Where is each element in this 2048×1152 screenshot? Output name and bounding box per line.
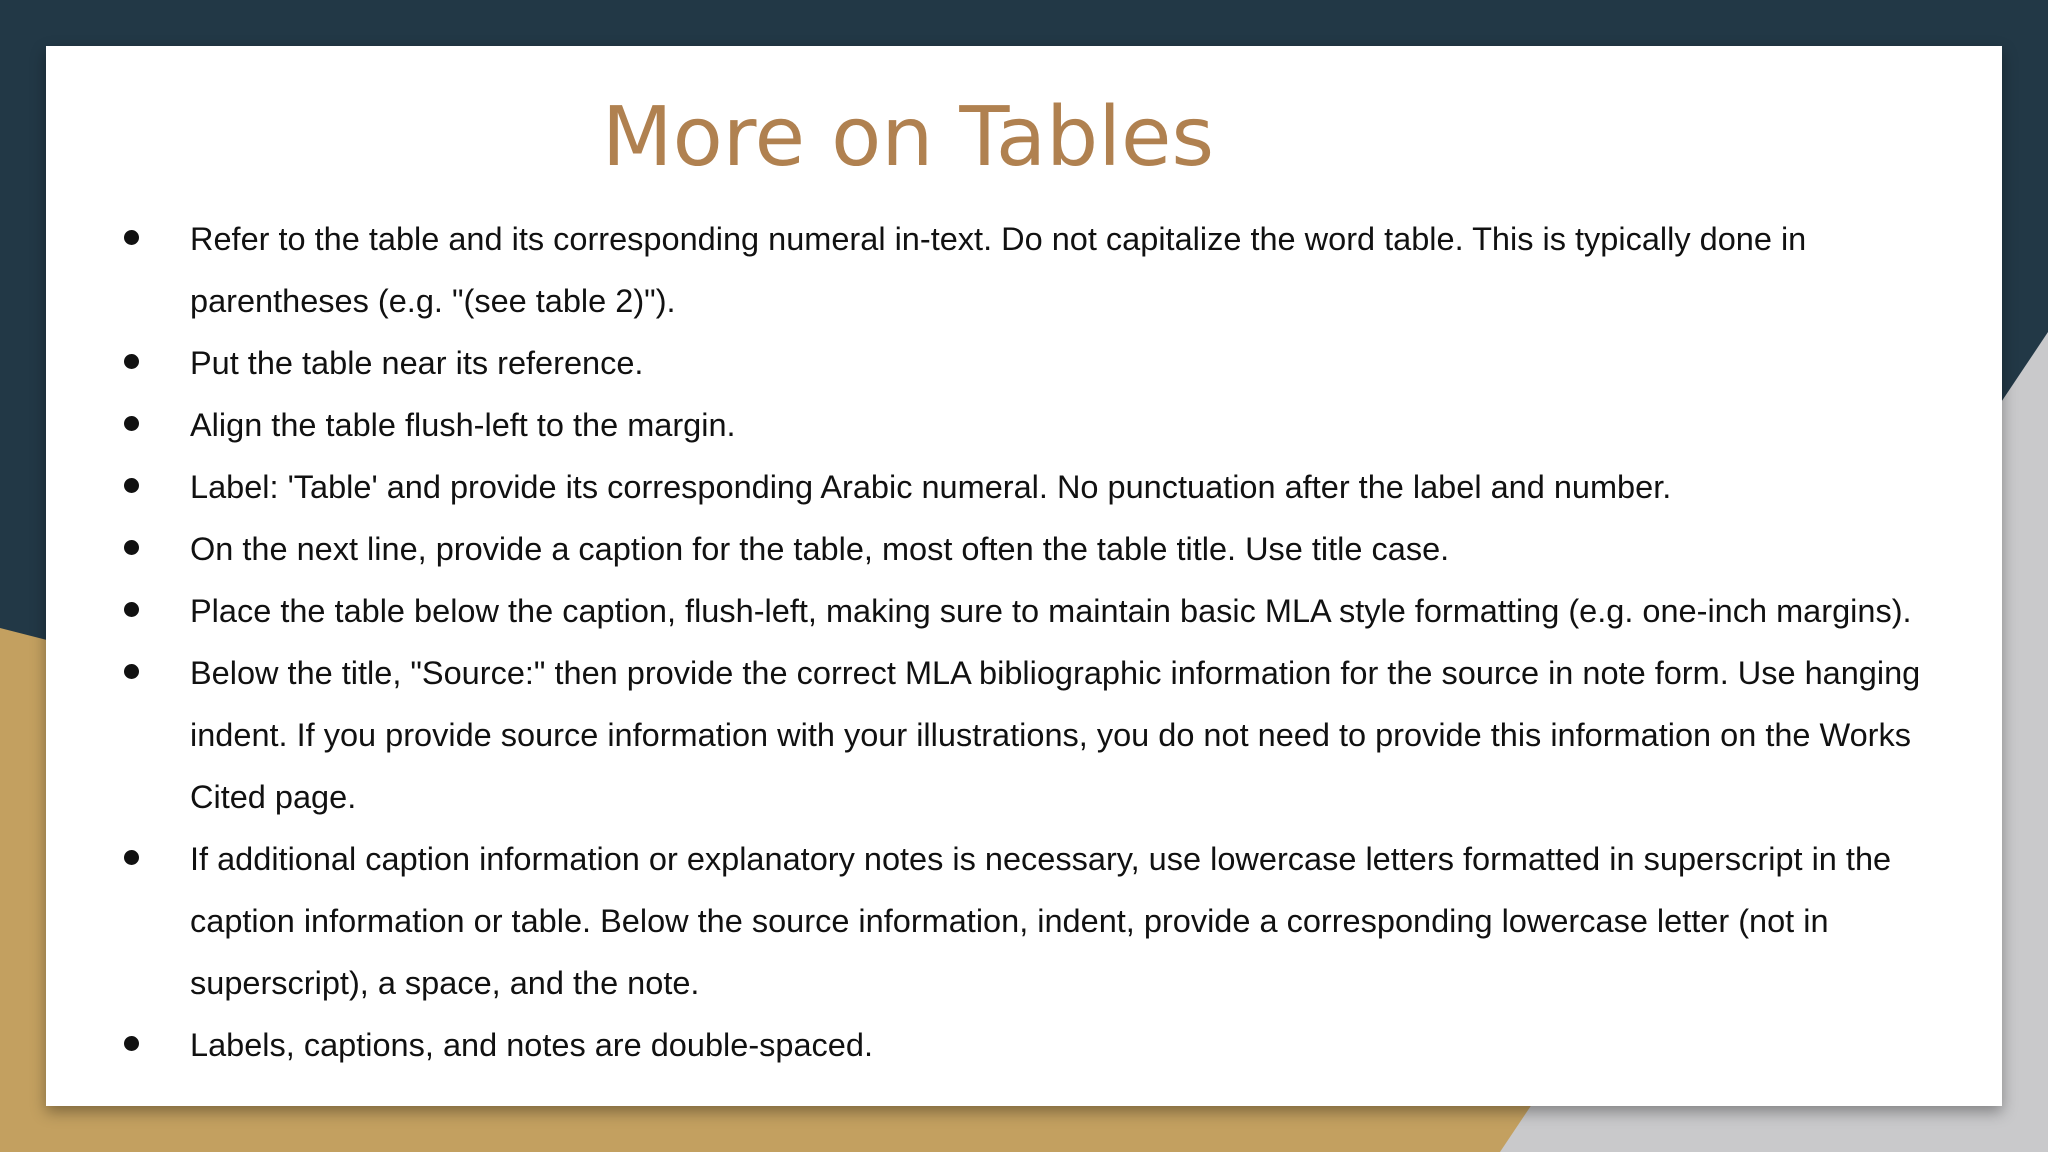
bullet-icon <box>124 602 139 617</box>
list-item-text: Place the table below the caption, flush-left, making sure to maintain basic MLA style formatting (e.g. one-inch margins). <box>190 593 1912 629</box>
list-item-text: Refer to the table and its corresponding numeral in-text. Do not capitalize the word table. This is typically done in parentheses (e.g. "(see table 2)"). <box>190 221 1807 319</box>
list-item <box>118 332 1978 394</box>
list-item-text: Align the table flush-left to the margin. <box>190 407 736 443</box>
list-item <box>118 208 1978 332</box>
bullet-icon <box>124 230 139 245</box>
bullet-icon <box>124 1036 139 1051</box>
bullet-icon <box>124 664 139 679</box>
list-item <box>118 580 1978 642</box>
list-item-text: Put the table near its reference. <box>190 345 644 381</box>
list-item-text: Below the title, "Source:" then provide the correct MLA bibliographic information for the source in note form. Use hanging indent. If you provide source information with your illustrations, you do not need to provide this information on the Works Cited page. <box>190 655 1921 815</box>
list-item <box>118 394 1978 456</box>
list-item-text: Label: 'Table' and provide its corresponding Arabic numeral. No punctuation after the label and number. <box>190 469 1672 505</box>
bullet-list <box>118 208 1978 1076</box>
list-item <box>118 1014 1978 1076</box>
bullet-icon <box>124 354 139 369</box>
list-item <box>118 518 1978 580</box>
list-item <box>118 828 1978 1014</box>
list-item-text: If additional caption information or explanatory notes is necessary, use lowercase letters formatted in superscript in the caption information or table. Below the source information, indent, provide a corresponding lowercase letter (not in superscript), a space, and the note. <box>190 841 1892 1001</box>
list-item <box>118 642 1978 828</box>
bullet-icon <box>124 540 139 555</box>
list-item-text: Labels, captions, and notes are double-spaced. <box>190 1027 873 1063</box>
list-item-text: On the next line, provide a caption for the table, most often the table title. Use title case. <box>190 531 1450 567</box>
bullet-icon <box>124 850 139 865</box>
slide-title: More on Tables <box>601 90 1215 185</box>
list-item <box>118 456 1978 518</box>
bullet-icon <box>124 416 139 431</box>
bullet-icon <box>124 478 139 493</box>
